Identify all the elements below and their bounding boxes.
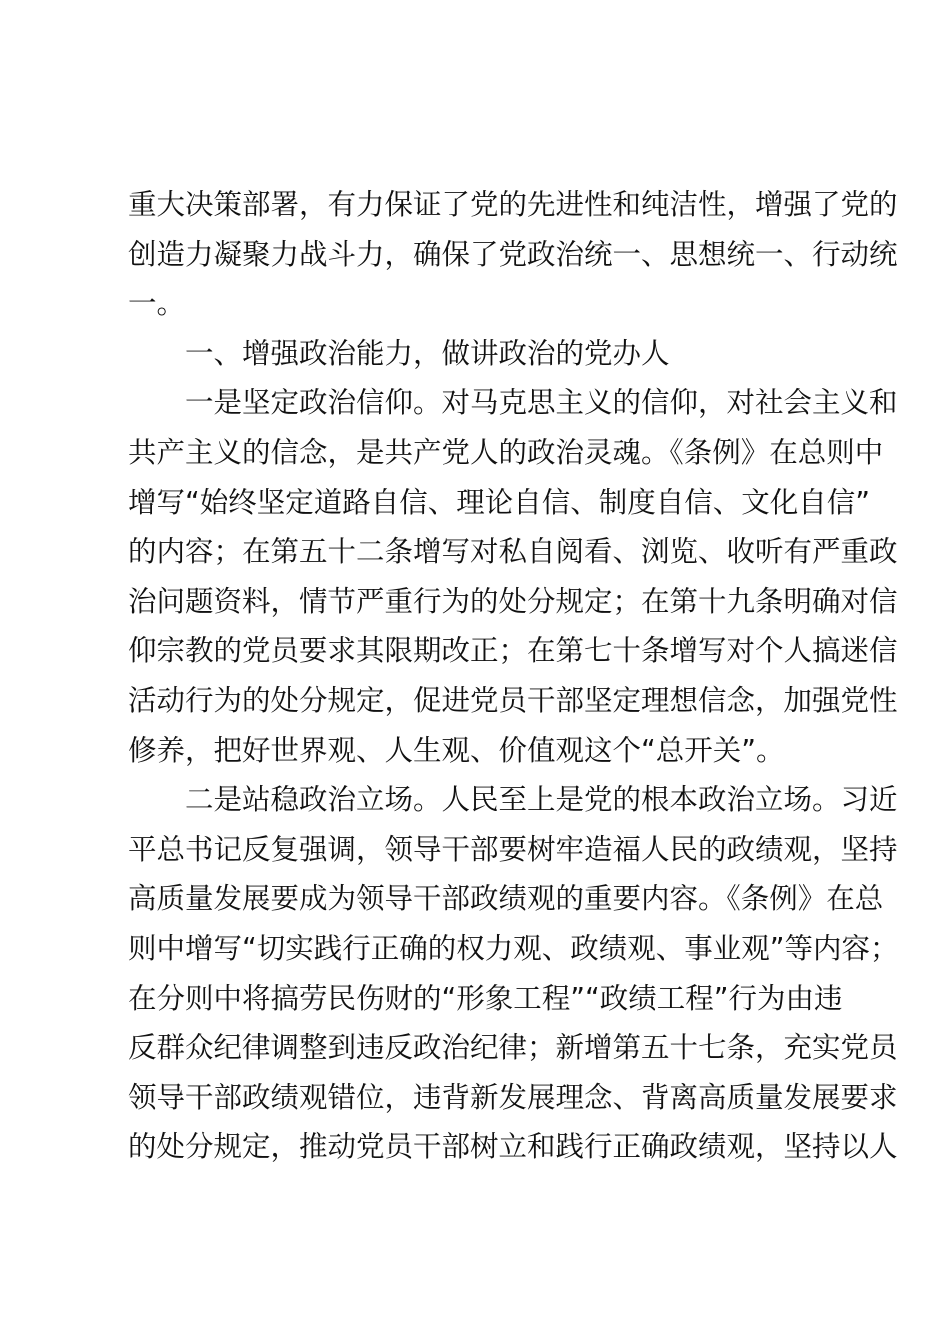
text-line: 则中增写“切实践行正确的权力观、政绩观、事业观”等内容； xyxy=(128,931,899,965)
text-line: 在分则中将搞劳民伤财的“形象工程”“政绩工程”行为由违 xyxy=(128,981,843,1015)
text-line: 增写“始终坚定道路自信、理论自信、制度自信、文化自信” xyxy=(128,485,871,519)
text-line: 创造力凝聚力战斗力，确保了党政治统一、思想统一、行动统 xyxy=(128,237,898,271)
text-line: 一是坚定政治信仰。对马克思主义的信仰，对社会主义和 xyxy=(185,386,898,420)
text-line: 共产主义的信念，是共产党人的政治灵魂。《条例》在总则中 xyxy=(128,435,884,469)
text-line: 活动行为的处分规定，促进党员干部坚定理想信念，加强党性 xyxy=(128,683,898,717)
section-heading: 一、增强政治能力，做讲政治的党办人 xyxy=(185,336,670,370)
text-line: 的内容；在第五十二条增写对私自阅看、浏览、收听有严重政 xyxy=(128,535,898,569)
text-line: 高质量发展要成为领导干部政绩观的重要内容。《条例》在总 xyxy=(128,882,884,916)
text-line: 治问题资料，情节严重行为的处分规定；在第十九条明确对信 xyxy=(128,584,898,618)
text-line: 反群众纪律调整到违反政治纪律；新增第五十七条，充实党员 xyxy=(128,1031,898,1065)
text-line: 平总书记反复强调，领导干部要树牢造福人民的政绩观，坚持 xyxy=(128,832,898,866)
text-line: 领导干部政绩观错位，违背新发展理念、背离高质量发展要求 xyxy=(128,1080,898,1114)
text-line: 二是站稳政治立场。人民至上是党的根本政治立场。习近 xyxy=(185,783,898,817)
text-line: 仰宗教的党员要求其限期改正；在第七十条增写对个人搞迷信 xyxy=(128,634,898,668)
body-text xyxy=(128,180,899,1172)
text-line: 修养，把好世界观、人生观、价值观这个“总开关”。 xyxy=(128,733,785,767)
text-line: 一。 xyxy=(128,287,186,321)
text-line: 的处分规定，推动党员干部树立和践行正确政绩观，坚持以人 xyxy=(128,1130,898,1164)
text-line: 重大决策部署，有力保证了党的先进性和纯洁性，增强了党的 xyxy=(128,188,898,221)
